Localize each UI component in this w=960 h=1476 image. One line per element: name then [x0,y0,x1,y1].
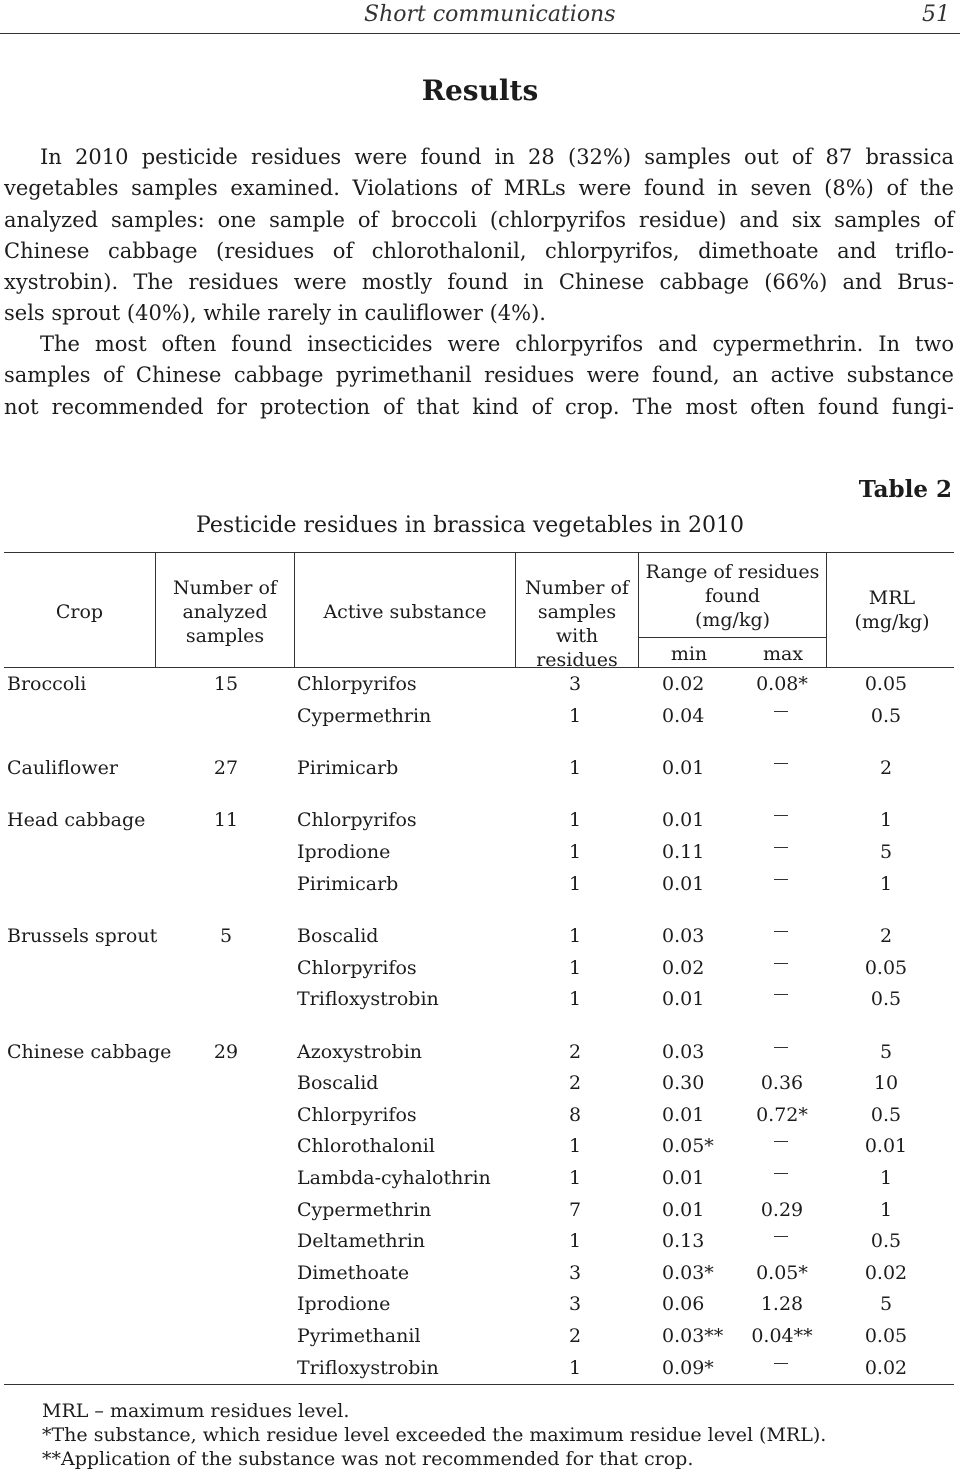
dash-mark [774,847,788,848]
mrl-value: 0.5 [870,988,902,1011]
active-substance: Boscalid [297,925,379,947]
mrl-value: 1 [879,809,893,832]
note-exceeded: *The substance, which residue level exceeded the maximum residue level (MRL). [42,1424,827,1446]
residue-min: 0.30 [662,1072,705,1095]
mrl-value: 10 [873,1072,899,1095]
analyzed-count: 27 [213,757,239,779]
residue-min: 0.01 [662,809,705,832]
dash-mark [774,931,788,932]
residue-min: 0.02 [662,956,705,979]
residue-sample-count: 1 [568,1135,582,1158]
residue-sample-count: 1 [568,956,582,979]
residue-min: 0.09* [662,1356,714,1379]
active-substance: Iprodione [297,1293,391,1316]
residue-max: 0.29 [760,1198,804,1221]
crop-name: Cauliflower [7,757,118,779]
active-substance: Iprodione [297,841,391,863]
header-max: max [762,643,804,665]
residue-sample-count: 8 [568,1103,582,1126]
active-substance: Cypermethrin [297,1198,432,1221]
residue-max: 1.28 [760,1293,804,1316]
header-min: min [670,643,708,665]
header-number-with-residues: Number of samples with residues [525,577,629,671]
active-substance: Trifloxystrobin [297,1356,439,1379]
paragraph-2 [4,329,954,423]
active-substance: Azoxystrobin [297,1040,423,1063]
residue-min: 0.01 [662,872,705,895]
active-substance: Chlorpyrifos [297,956,417,979]
residue-sample-count: 1 [568,809,582,832]
dash-mark [774,1363,788,1364]
residue-min: 0.03* [662,1261,714,1284]
analyzed-count: 29 [213,1040,239,1063]
active-substance: Dimethoate [297,1261,410,1284]
residue-sample-count: 7 [568,1198,582,1221]
page-number: 51 [922,2,950,27]
residue-sample-count: 1 [568,1230,582,1253]
paragraph-line: The most often found insecticides were chlorpyrifos and cypermethrin. In two [40,332,954,356]
crop-name: Broccoli [7,673,87,695]
residue-sample-count: 3 [568,1293,582,1316]
residue-min: 0.11 [662,841,705,863]
crop-name: Brussels sprout [7,925,158,947]
residue-min: 0.05* [662,1135,714,1158]
dash-mark [774,711,788,712]
header-crop: Crop [55,601,104,623]
mrl-value: 5 [879,1040,893,1063]
residue-max: 0.05* [756,1261,808,1284]
crop-name: Head cabbage [7,809,146,832]
table-header-rule [4,667,954,668]
residue-sample-count: 2 [568,1072,582,1095]
running-header-title: Short communications [364,2,616,27]
mrl-value: 2 [879,757,893,779]
residue-sample-count: 1 [568,988,582,1011]
residue-sample-count: 2 [568,1325,582,1347]
residue-min: 0.01 [662,1103,705,1126]
residue-min: 0.13 [662,1230,705,1253]
header-mrl: MRL (mg/kg) [854,587,930,633]
residue-min: 0.01 [662,1198,705,1221]
paragraph-1 [4,142,954,330]
running-header [0,0,960,34]
section-title: Results [421,74,539,107]
residue-sample-count: 1 [568,925,582,947]
analyzed-count: 11 [213,809,239,832]
paragraph-line: xystrobin). The residues were mostly found in Chinese cabbage (66%) and Brus- [4,270,954,295]
header-active-substance: Active substance [323,601,487,623]
residue-sample-count: 1 [568,1356,582,1379]
mrl-value: 0.5 [870,1103,902,1126]
active-substance: Chlorpyrifos [297,809,417,832]
note-mrl: MRL – maximum residues level. [42,1400,350,1422]
mrl-value: 1 [879,1198,893,1221]
residue-min: 0.03** [662,1325,724,1347]
range-subheader-rule [639,637,826,638]
residue-sample-count: 1 [568,704,582,727]
residue-min: 0.04 [662,704,705,727]
dash-mark [774,1047,788,1048]
residue-sample-count: 2 [568,1040,582,1063]
mrl-value: 1 [879,872,893,895]
mrl-value: 0.02 [864,1261,908,1284]
paragraph-line: samples of Chinese cabbage pyrimethanil residues were found, an active substance [4,363,954,388]
residue-sample-count: 1 [568,841,582,863]
table-title: Pesticide residues in brassica vegetables in 2010 [196,513,744,538]
dash-mark [774,763,788,764]
mrl-value: 5 [879,841,893,863]
dash-mark [774,1141,788,1142]
paragraph-line: not recommended for protection of that kind of crop. The most often found fungi- [4,394,954,419]
residue-min: 0.03 [662,925,705,947]
mrl-value: 5 [879,1293,893,1316]
active-substance: Pyrimethanil [297,1325,421,1347]
paragraph-line: sels sprout (40%), while rarely in cauliflower (4%). [4,301,546,326]
mrl-value: 0.05 [864,1325,908,1347]
dash-mark [774,1173,788,1174]
paragraph-line: Chinese cabbage (residues of chlorothalonil, chlorpyrifos, dimethoate and triflo- [4,238,954,263]
table-top-rule [4,552,954,553]
mrl-value: 2 [879,925,893,947]
mrl-value: 0.5 [870,1230,902,1253]
active-substance: Boscalid [297,1072,379,1095]
paragraph-line: vegetables samples examined. Violations of MRLs were found in seven (8%) of the [4,176,954,201]
residue-min: 0.01 [662,988,705,1011]
residue-min: 0.02 [662,673,705,695]
active-substance: Cypermethrin [297,704,432,727]
residue-min: 0.01 [662,757,705,779]
dash-mark [774,1236,788,1237]
dash-mark [774,815,788,816]
residue-min: 0.06 [662,1293,705,1316]
dash-mark [774,963,788,964]
residue-max: 0.04** [751,1325,813,1347]
table-label: Table 2 [858,476,952,503]
header-range: Range of residues found (mg/kg) [645,561,820,631]
paragraph-line: analyzed samples: one sample of broccoli (chlorpyrifos residue) and six samples of [4,207,954,232]
paragraph-line: In 2010 pesticide residues were found in 28 (32%) samples out of 87 brassica [40,145,954,169]
analyzed-count: 15 [213,673,239,695]
active-substance: Trifloxystrobin [297,988,439,1011]
mrl-value: 0.02 [864,1356,908,1379]
analyzed-count: 5 [219,925,233,947]
mrl-value: 1 [879,1167,893,1189]
residue-min: 0.03 [662,1040,705,1063]
crop-name: Chinese cabbage [7,1040,172,1063]
residue-max: 0.72* [756,1103,808,1126]
mrl-value: 0.5 [870,704,902,727]
residue-max: 0.08* [756,673,808,695]
mrl-value: 0.01 [864,1135,908,1158]
dash-mark [774,994,788,995]
mrl-value: 0.05 [864,956,908,979]
residue-sample-count: 1 [568,872,582,895]
active-substance: Deltamethrin [297,1230,426,1253]
active-substance: Pirimicarb [297,757,399,779]
active-substance: Chlorothalonil [297,1135,435,1158]
table-notes [42,1399,826,1471]
header-number-analyzed: Number of analyzed samples [173,577,277,647]
active-substance: Chlorpyrifos [297,673,417,695]
note-not-recommended: **Application of the substance was not recommended for that crop. [42,1448,694,1470]
residue-sample-count: 1 [568,757,582,779]
dash-mark [774,879,788,880]
active-substance: Pirimicarb [297,872,399,895]
residue-sample-count: 1 [568,1167,582,1189]
residue-max: 0.36 [760,1072,804,1095]
mrl-value: 0.05 [864,673,908,695]
residue-min: 0.01 [662,1167,705,1189]
table-bottom-rule [4,1384,954,1385]
residue-sample-count: 3 [568,1261,582,1284]
active-substance: Chlorpyrifos [297,1103,417,1126]
active-substance: Lambda-cyhalothrin [297,1167,491,1189]
residue-sample-count: 3 [568,673,582,695]
